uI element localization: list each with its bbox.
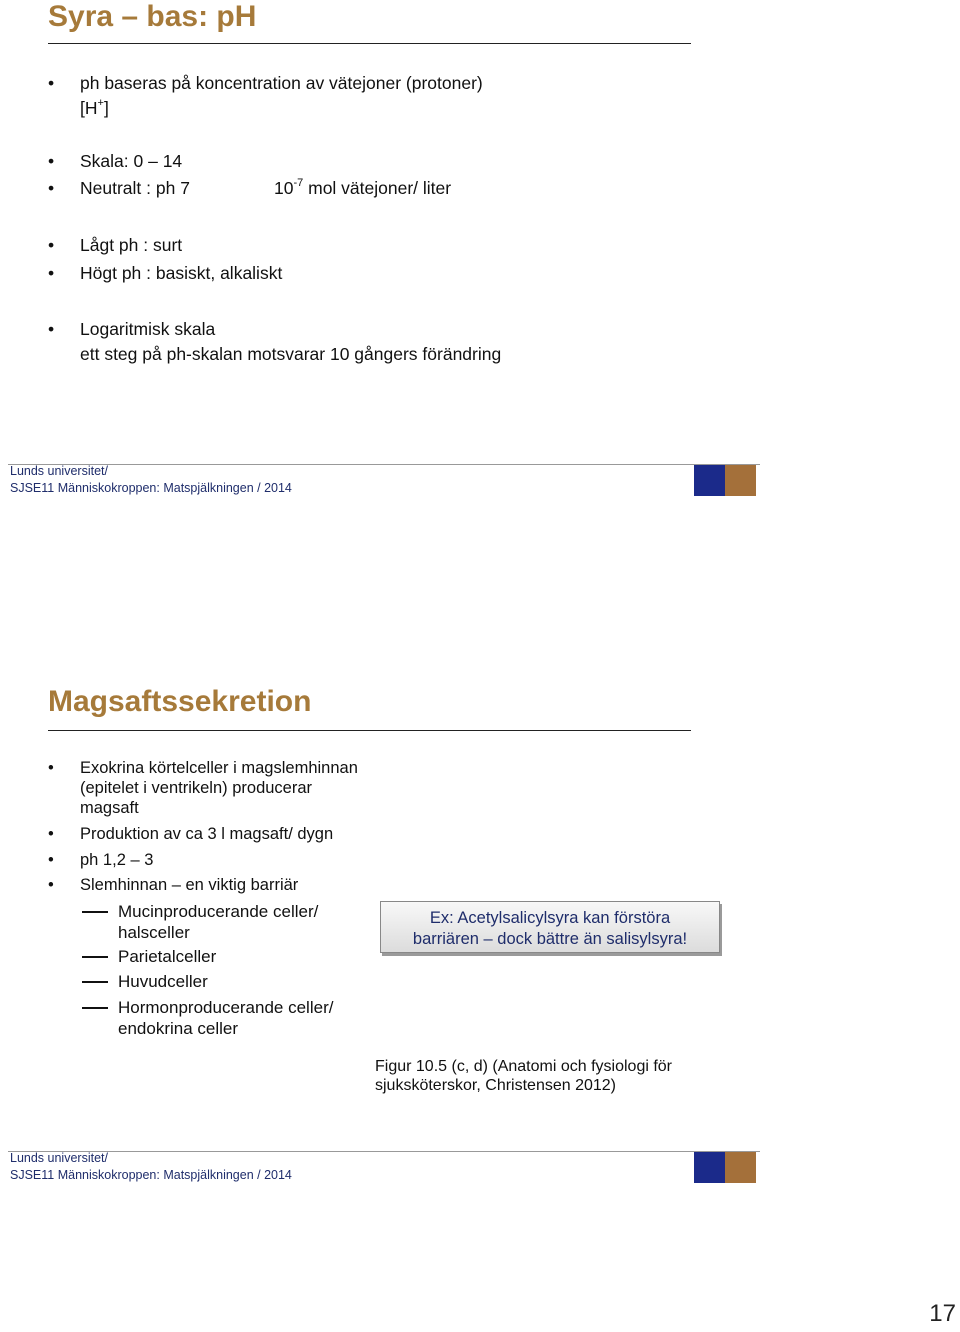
dash-marker xyxy=(82,956,108,958)
footer-university: Lunds universitet/ xyxy=(10,1151,108,1165)
bullet-dot: • xyxy=(48,73,55,93)
bullet-text: Produktion av ca 3 l magsaft/ dygn xyxy=(80,825,334,843)
bullet-dot: • xyxy=(48,319,55,339)
bullet-text: Exokrina körtelceller i magslemhinnan xyxy=(80,759,358,777)
bullet-text: Skala: 0 – 14 xyxy=(80,151,183,171)
sub-text: Mucinproducerande celler/ xyxy=(118,902,319,921)
caption-text: sjuksköterskor, Christensen 2012) xyxy=(375,1077,616,1094)
bullet-dot: • xyxy=(48,876,54,894)
footer-course: SJSE11 Människokroppen: Matspjälkningen / 2014 xyxy=(10,481,292,495)
dash-marker xyxy=(82,911,108,913)
sub-text: Hormonproducerande celler/ xyxy=(118,998,334,1017)
bullet-text: ] xyxy=(103,98,109,118)
callout-text: Ex: Acetylsalicylsyra kan förstöra xyxy=(429,909,671,927)
bullet-text: Högt ph : basiskt, alkaliskt xyxy=(80,263,283,283)
bullet-text: Lågt ph : surt xyxy=(80,235,183,255)
sub-text: halsceller xyxy=(118,923,190,942)
superscript: + xyxy=(97,97,104,110)
slide-title: Syra – bas: pH xyxy=(48,0,257,33)
logo-brown-block xyxy=(725,1152,756,1183)
logo-blue-block xyxy=(694,465,725,496)
bullet-text: ph baseras på koncentration av vätejoner (protoner) xyxy=(80,73,483,93)
title-rule xyxy=(48,730,691,731)
caption-text: Figur 10.5 (c, d) (Anatomi och fysiologi för xyxy=(375,1058,673,1075)
dash-marker xyxy=(82,981,108,983)
figure-caption xyxy=(375,1057,672,1095)
bullet-text: 10 xyxy=(274,178,294,198)
bullet-dot: • xyxy=(48,235,55,255)
callout-box xyxy=(380,901,720,953)
bullet-dot: • xyxy=(48,851,54,869)
bullet-text: (epitelet i ventrikeln) producerar xyxy=(80,779,313,797)
page-number: 17 xyxy=(929,1300,956,1327)
superscript: -7 xyxy=(293,177,304,190)
sub-text: Huvudceller xyxy=(118,972,208,991)
bullet-text: magsaft xyxy=(80,799,139,817)
footer-divider xyxy=(8,1151,760,1152)
bullet-text: ph 1,2 – 3 xyxy=(80,851,154,869)
bullet-dot: • xyxy=(48,151,55,171)
logo-blue-block xyxy=(694,1152,725,1183)
slide-title: Magsaftssekretion xyxy=(48,685,312,718)
sub-text: endokrina celler xyxy=(118,1019,239,1038)
bullet-text: Neutralt : ph 7 xyxy=(80,178,190,198)
footer-divider xyxy=(8,464,760,465)
logo-brown-block xyxy=(725,465,756,496)
footer-course: SJSE11 Människokroppen: Matspjälkningen / 2014 xyxy=(10,1168,292,1182)
title-rule xyxy=(48,43,691,44)
bullet-text: mol vätejoner/ liter xyxy=(303,178,452,198)
bullet-text: Slemhinnan – en viktig barriär xyxy=(80,876,299,894)
bullet-dot: • xyxy=(48,825,54,843)
bullet-dot: • xyxy=(48,263,55,283)
sub-text: Parietalceller xyxy=(118,947,217,966)
callout-text: barriären – dock bättre än salisylsyra! xyxy=(412,930,688,948)
bullet-text: Logaritmisk skala xyxy=(80,319,216,339)
bullet-text: [H xyxy=(80,98,98,118)
footer-university: Lunds universitet/ xyxy=(10,464,108,478)
dash-marker xyxy=(82,1007,108,1009)
bullet-text: ett steg på ph-skalan motsvarar 10 gångers förändring xyxy=(80,344,502,364)
bullet-dot: • xyxy=(48,759,54,777)
bullet-dot: • xyxy=(48,178,55,198)
